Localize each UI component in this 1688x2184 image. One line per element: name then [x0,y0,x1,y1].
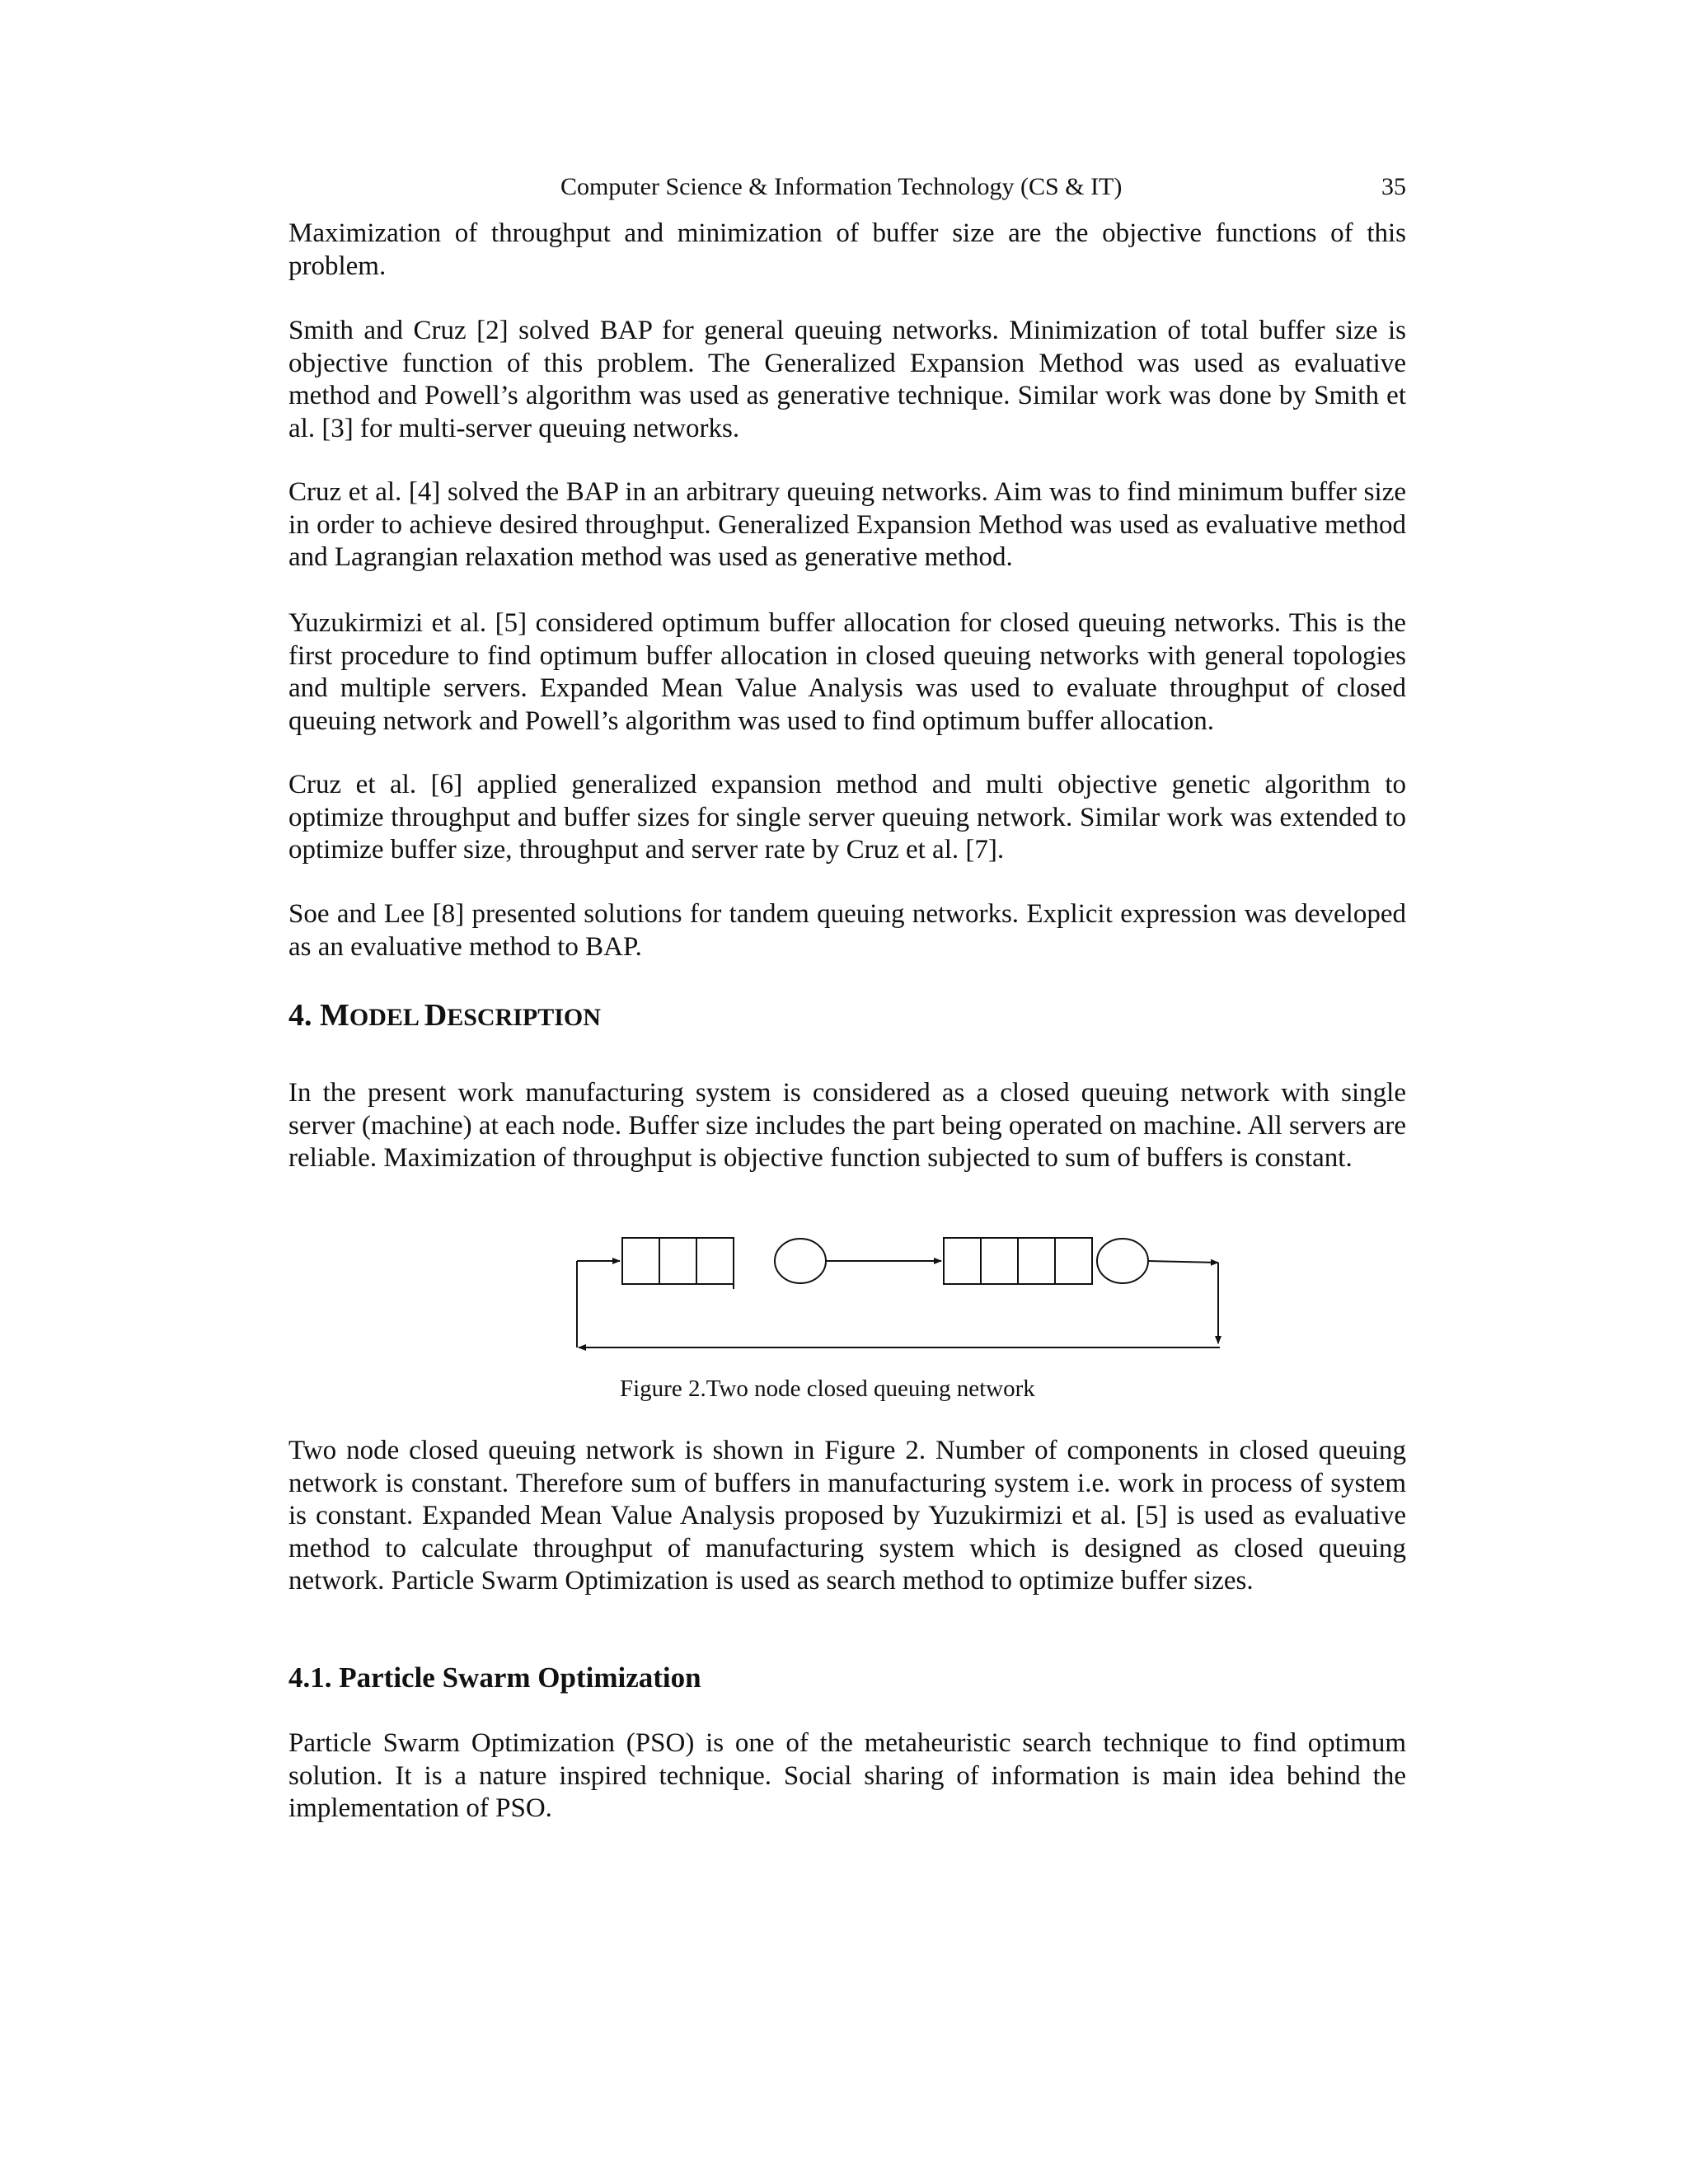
subsection-heading-pso: 4.1. Particle Swarm Optimization [288,1661,701,1694]
buffer-queue-node-2 [944,1238,1092,1284]
paragraph-cruz-bap: Cruz et al. [4] solved the BAP in an arbitrary queuing networks. Aim was to find minimum buffer size in order to achieve desired throughput. Generalized Expansion Method was used as evaluative method and Lagrangian relaxation method was used as generative method. [288,477,1406,572]
paragraph-yuzukirmizi: Yuzukirmizi et al. [5] considered optimum buffer allocation for closed queuing networks. This is the first procedure to find optimum buffer allocation in closed queuing networks with general topologies and multiple servers. Expanded Mean Value Analysis was used to evaluate throughput of closed queuing network and Powell’s algorithm was used to find optimum buffer allocation. [288,608,1406,736]
server-node-1 [775,1239,826,1283]
server-node-2 [1097,1239,1148,1283]
paragraph-smith-cruz: Smith and Cruz [2] solved BAP for general queuing networks. Minimization of total buffer size is objective function of this problem. The Generalized Expansion Method was used as evaluative method and Powell’s algorithm was used as generative technique. Similar work was done by Smith et al. [3] for multi-server queuing networks. [288,316,1406,443]
page-number: 35 [1381,173,1406,200]
two-node-queuing-network-diagram [569,1228,1245,1360]
figure-caption: Figure 2.Two node closed queuing network [620,1376,1035,1402]
running-title: Computer Science & Information Technology (CS & IT) [560,173,1123,200]
paragraph-throughput-objective: Maximization of throughput and minimization of buffer size are the objective functions of this problem. [288,218,1406,281]
paragraph-soe-lee: Soe and Lee [8] presented solutions for tandem queuing networks. Explicit expression was developed as an evaluative method to BAP. [288,899,1406,962]
buffer-queue-node-1 [622,1238,734,1289]
paragraph-cruz-genetic: Cruz et al. [6] applied generalized expansion method and multi objective genetic algorithm to optimize throughput and buffer sizes for single server queuing network. Similar work was extended to optimize buffer size, throughput and server rate by Cruz et al. [7]. [288,770,1406,865]
paragraph-two-node-network: Two node closed queuing network is shown in Figure 2. Number of components in closed queuing network is constant. Therefore sum of buffers in manufacturing system i.e. work in process of system is constant. Expanded Mean Value Analysis proposed by Yuzukirmizi et al. [5] is used as evaluative method to calculate throughput of manufacturing system which is designed as closed queuing network. Particle Swarm Optimization is used as search method to optimize buffer sizes. [288,1436,1406,1596]
return-path-arrow [577,1261,1220,1347]
paragraph-model-intro: In the present work manufacturing system is considered as a closed queuing network with single server (machine) at each node. Buffer size includes the part being operated on machine. All servers are reliable. Maximization of throughput is objective function subjected to sum of buffers is constant. [288,1078,1406,1173]
section-heading-model-description: 4. MODEL DESCRIPTION [288,998,601,1033]
paragraph-pso-intro: Particle Swarm Optimization (PSO) is one of the metaheuristic search technique to find optimum solution. It is a nature inspired technique. Social sharing of information is main idea behind the implementation of PSO. [288,1728,1406,1823]
